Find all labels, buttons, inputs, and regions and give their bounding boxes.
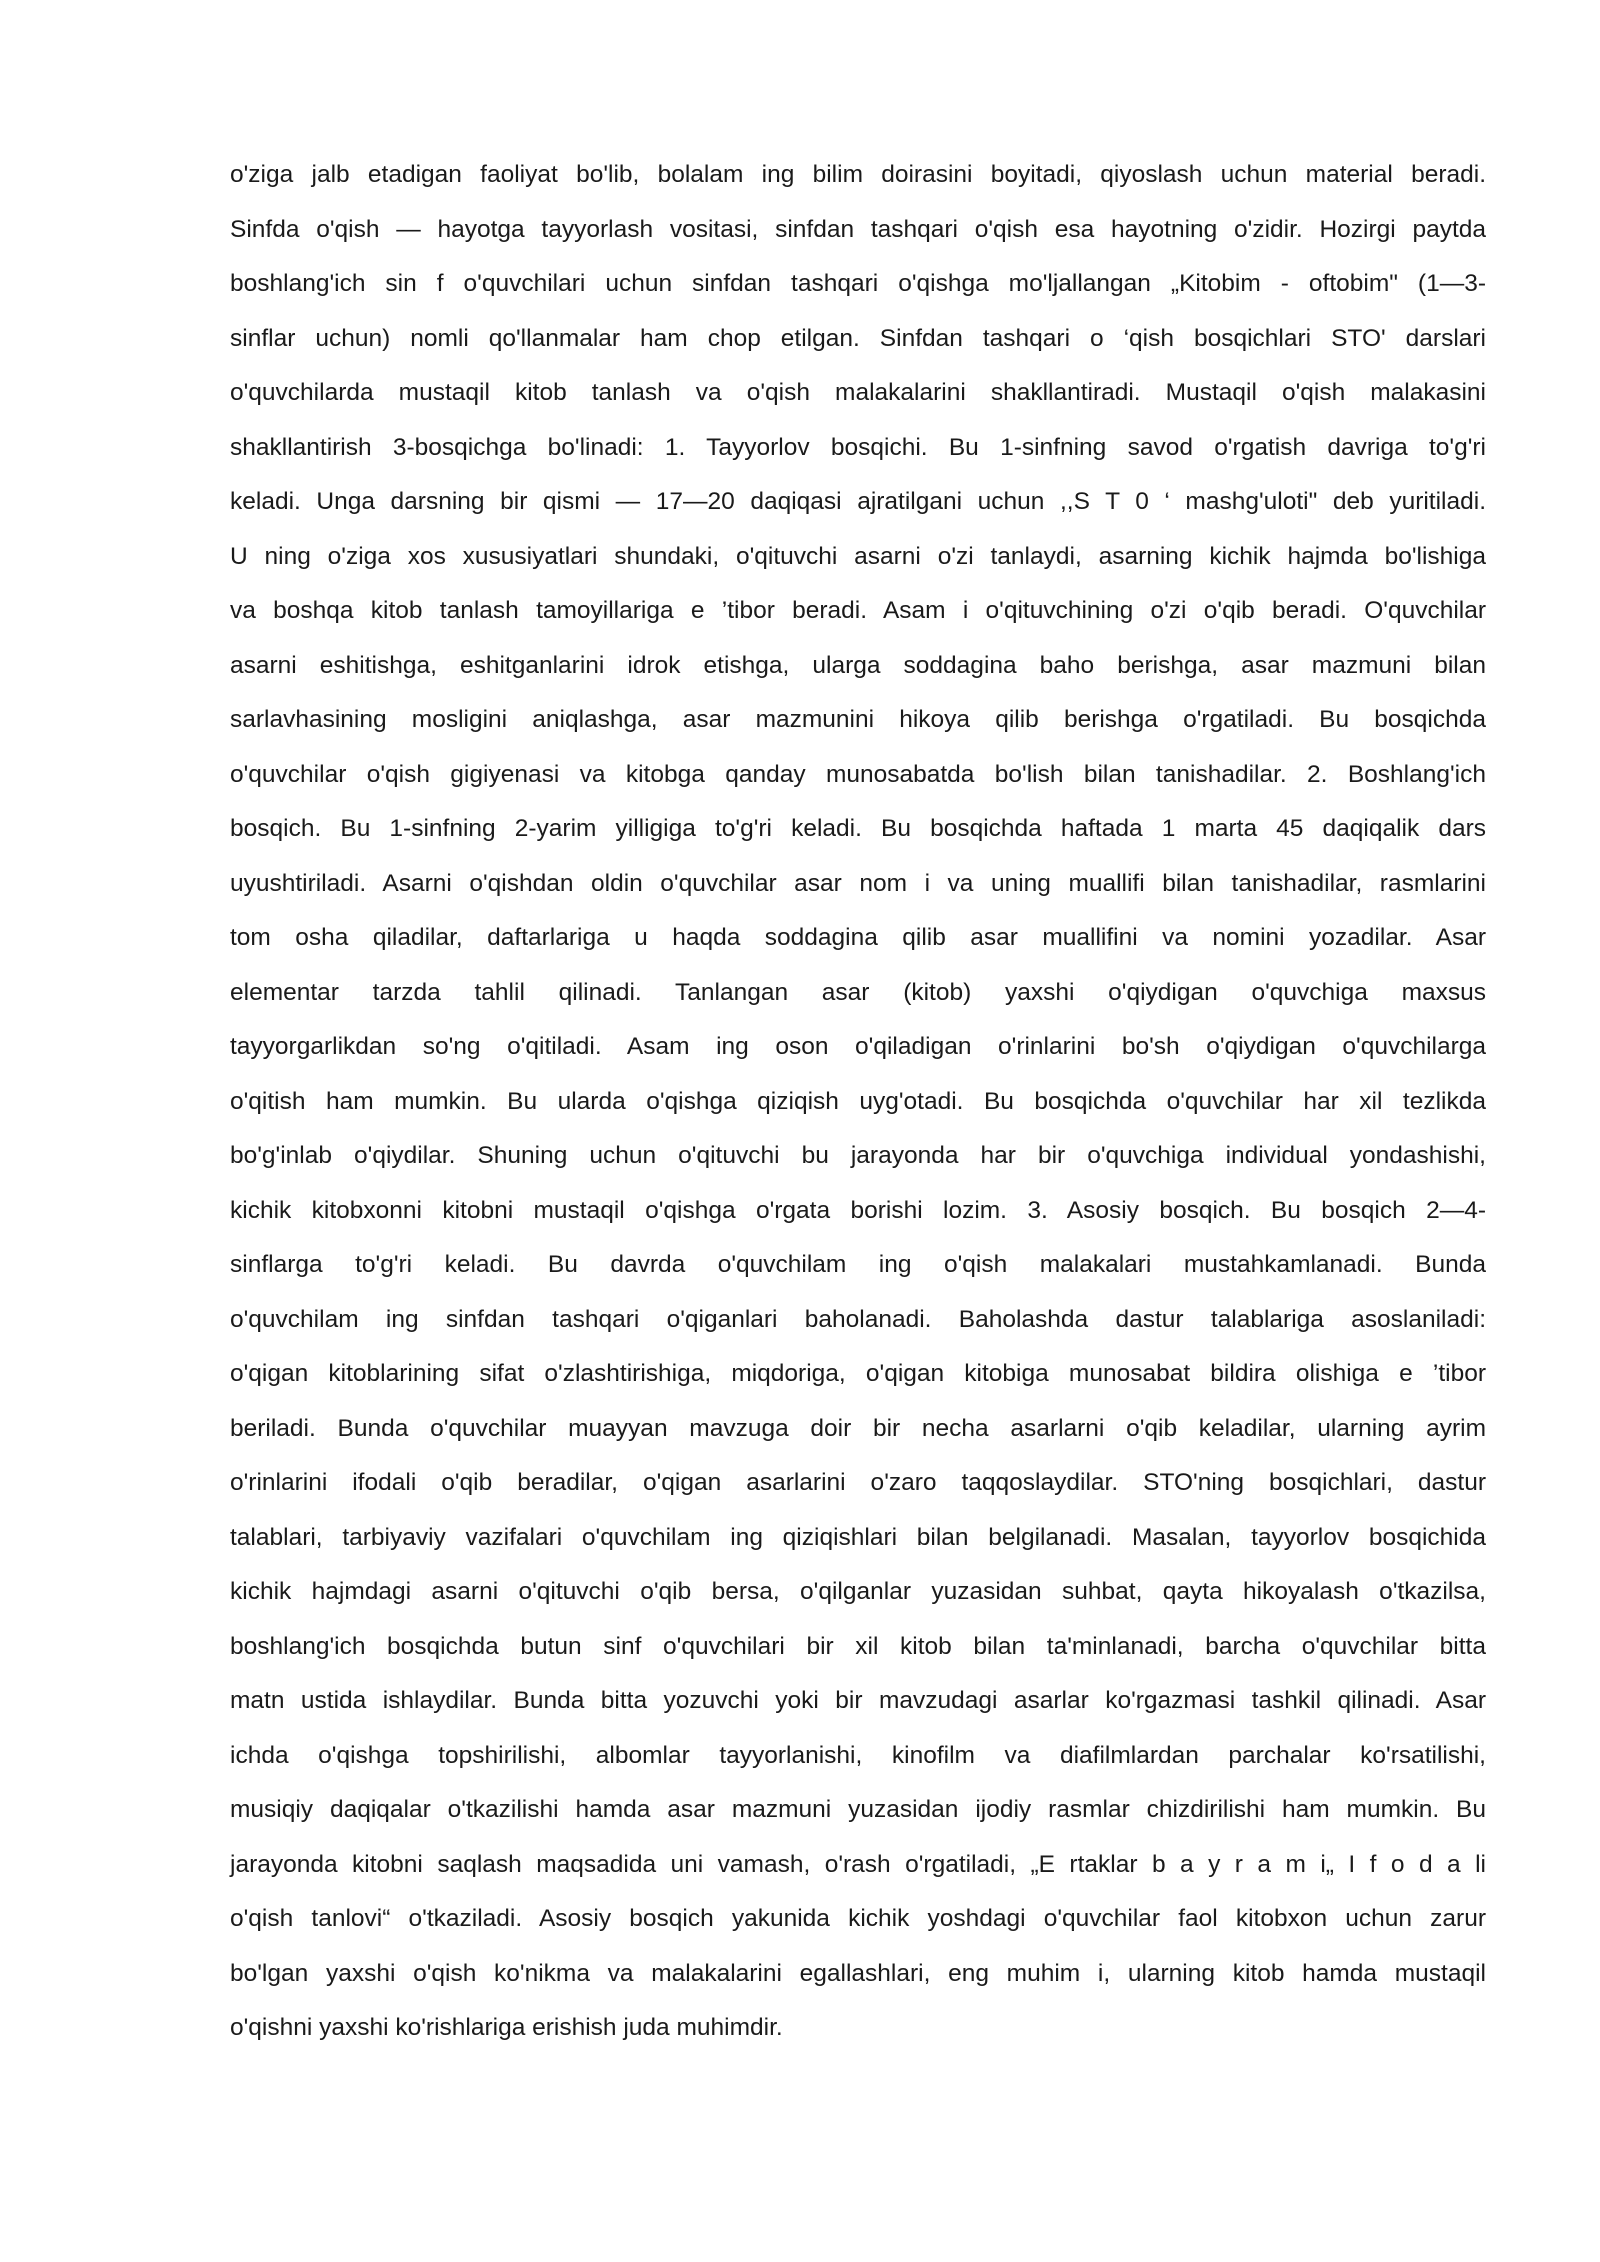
text-line: U ning o'ziga xos xususiyatlari shundaki, o'qituvchi asarni o'zi tanlaydi, asarning kichik hajmda bo'lishiga	[230, 542, 1486, 570]
text-line: tayyorgarlikdan so'ng o'qitiladi. Asam ing oson o'qiladigan o'rinlarini bo'sh o'qiydigan o'quvchilarga	[230, 1033, 1486, 1060]
text-line: o'ziga jalb etadigan faoliyat bo'lib, bolalam ing bilim doirasini boyitadi, qiyoslash uchun material beradi.	[230, 161, 1486, 188]
text-line: va boshqa kitob tanlash tamoyillariga e ’tibor beradi. Asam i o'qituvchining o'zi o'qib beradi. O'quvchilar	[230, 597, 1486, 624]
text-line: o'quvchilam ing sinfdan tashqari o'qiganlari baholanadi. Baholashda dastur talablariga asoslaniladi:	[230, 1305, 1486, 1333]
text-line: jarayonda kitobni saqlash maqsadida uni vamash, o'rash o'rgatiladi, „E rtaklar b a y r a m i„ I f o d a li	[230, 1850, 1486, 1878]
text-line: o'rinlarini ifodali o'qib beradilar, o'qigan asarlarini o'zaro taqqoslaydilar. STO'ning bosqichlari, dastur	[230, 1469, 1486, 1496]
text-line: elementar tarzda tahlil qilinadi. Tanlangan asar (kitob) yaxshi o'qiydigan o'quvchiga maxsus	[230, 978, 1486, 1006]
text-line: bosqich. Bu 1-sinfning 2-yarim yilligiga to'g'ri keladi. Bu bosqichda haftada 1 marta 45 daqiqalik dars	[230, 815, 1486, 842]
text-line: o'quvchilarda mustaqil kitob tanlash va o'qish malakalarini shakllantiradi. Mustaqil o'qish malakasini	[230, 379, 1486, 406]
text-line: boshlang'ich sin f o'quvchilari uchun sinfdan tashqari o'qishga mo'ljallangan „Kitobim - oftobim" (1—3-	[230, 270, 1486, 297]
text-line: o'qitish ham mumkin. Bu ularda o'qishga qiziqish uyg'otadi. Bu bosqichda o'quvchilar har xil tezlikda	[230, 1087, 1486, 1115]
text-line: o'qishni yaxshi ko'rishlariga erishish juda muhimdir.	[230, 2014, 783, 2041]
text-line: kichik hajmdagi asarni o'qituvchi o'qib bersa, o'qilganlar yuzasidan suhbat, qayta hikoyalash o'tkazilsa,	[230, 1578, 1486, 1605]
text-line: matn ustida ishlaydilar. Bunda bitta yozuvchi yoki bir mavzudagi asarlar ko'rgazmasi tashkil qilinadi. Asar	[230, 1687, 1486, 1714]
text-line: Sinfda o'qish — hayotga tayyorlash vositasi, sinfdan tashqari o'qish esa hayotning o'zidir. Hozirgi paytda	[230, 215, 1486, 243]
text-line: musiqiy daqiqalar o'tkazilishi hamda asar mazmuni yuzasidan ijodiy rasmlar chizdirilishi ham mumkin. Bu	[230, 1796, 1486, 1823]
text-line: sinflar uchun) nomli qo'llanmalar ham chop etilgan. Sinfdan tashqari o ‘qish bosqichlari STO' darslari	[230, 324, 1486, 352]
text-line: shakllantirish 3-bosqichga bo'linadi: 1. Tayyorlov bosqichi. Bu 1-sinfning savod o'rgatish davriga to'g'ri	[230, 433, 1486, 461]
text-line: keladi. Unga darsning bir qismi — 17—20 daqiqasi ajratilgani uchun ,,S T 0 ‘ mashg'uloti" deb yuritiladi.	[230, 488, 1486, 515]
text-line: o'qish tanlovi“ o'tkaziladi. Asosiy bosqich yakunida kichik yoshdagi o'quvchilar faol kitobxon uchun zarur	[230, 1905, 1486, 1932]
text-line: beriladi. Bunda o'quvchilar muayyan mavzuga doir bir necha asarlarni o'qib keladilar, ularning ayrim	[230, 1414, 1486, 1442]
text-line: ichda o'qishga topshirilishi, albomlar tayyorlanishi, kinofilm va diafilmlardan parchalar ko'rsatilishi,	[230, 1741, 1486, 1769]
text-line: uyushtiriladi. Asarni o'qishdan oldin o'quvchilar asar nom i va uning muallifi bilan tanishadilar, rasmlarini	[230, 869, 1486, 897]
text-line: asarni eshitishga, eshitganlarini idrok etishga, ularga soddagina baho berishga, asar mazmuni bilan	[230, 651, 1486, 679]
text-line: tom osha qiladilar, daftarlariga u haqda soddagina qilib asar muallifini va nomini yozadilar. Asar	[230, 924, 1486, 951]
text-line: sarlavhasining mosligini aniqlashga, asar mazmunini hikoya qilib berishga o'rgatiladi. Bu bosqichda	[230, 706, 1486, 733]
body-text	[230, 148, 1486, 2056]
text-line: o'quvchilar o'qish gigiyenasi va kitobga qanday munosabatda bo'lish bilan tanishadilar. 2. Boshlang'ich	[230, 760, 1486, 788]
text-line: kichik kitobxonni kitobni mustaqil o'qishga o'rgata borishi lozim. 3. Asosiy bosqich. Bu bosqich 2—4-	[230, 1196, 1486, 1224]
text-line: sinflarga to'g'ri keladi. Bu davrda o'quvchilam ing o'qish malakalari mustahkamlanadi. Bunda	[230, 1251, 1486, 1278]
text-line: bo'lgan yaxshi o'qish ko'nikma va malakalarini egallashlari, eng muhim i, ularning kitob hamda mustaqil	[230, 1959, 1486, 1987]
text-line: o'qigan kitoblarining sifat o'zlashtirishiga, miqdoriga, o'qigan kitobiga munosabat bildira olishiga e ’tibor	[230, 1360, 1486, 1387]
text-line: talablari, tarbiyaviy vazifalari o'quvchilam ing qiziqishlari bilan belgilanadi. Masalan, tayyorlov bosqichida	[230, 1523, 1486, 1551]
text-line: boshlang'ich bosqichda butun sinf o'quvchilari bir xil kitob bilan ta'minlanadi, barcha o'quvchilar bitta	[230, 1632, 1486, 1660]
text-line: bo'g'inlab o'qiydilar. Shuning uchun o'qituvchi bu jarayonda har bir o'quvchiga individual yondashishi,	[230, 1142, 1486, 1169]
